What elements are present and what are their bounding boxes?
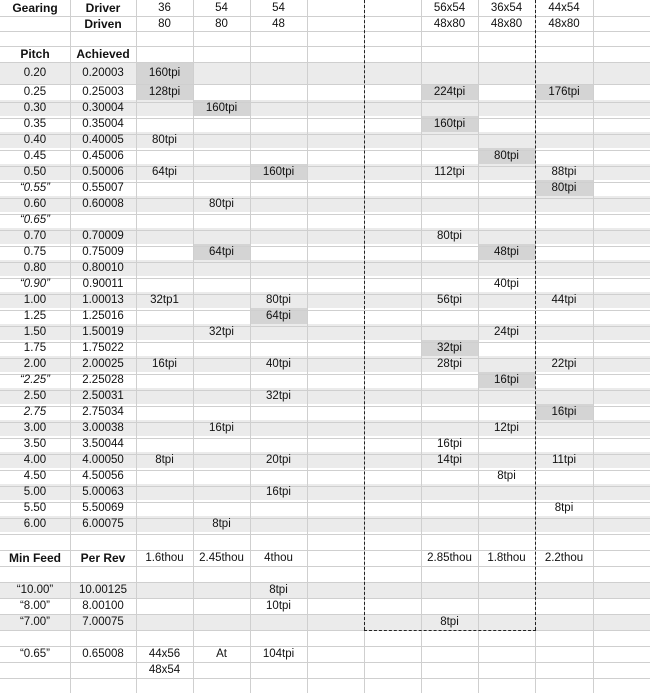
tpi-cell: 176tpi [548, 86, 580, 98]
column-gridline [307, 0, 308, 693]
achieved-cell: 0.30004 [82, 102, 124, 114]
pitch-cell: “0.90” [19, 278, 51, 290]
dashed-border-right [535, 0, 536, 630]
achieved-cell: 0.70009 [82, 230, 124, 242]
achieved-cell: 3.00038 [82, 422, 124, 434]
pitch-cell: 0.50 [23, 166, 47, 178]
achieved-cell: 10.00125 [79, 584, 127, 596]
tpi-cell: 22tpi [551, 358, 577, 370]
achieved-cell: 7.00075 [82, 616, 124, 628]
pitch-cell: 1.75 [23, 342, 47, 354]
feed-cell: 1.6thou [145, 552, 184, 564]
tpi-cell: 224tpi [433, 86, 466, 98]
pitch-cell: 1.50 [23, 326, 47, 338]
pitch-cell: “10.00” [16, 584, 54, 596]
tpi-cell: 10tpi [266, 600, 291, 612]
achieved-cell: 2.50031 [82, 390, 124, 402]
achieved-cell: 2.25028 [82, 374, 124, 386]
achieved-cell: 2.00025 [82, 358, 124, 370]
tpi-cell: 44tpi [551, 294, 577, 306]
tpi-cell: 160tpi [205, 102, 238, 114]
achieved-cell: 0.25003 [82, 86, 124, 98]
achieved-cell: 1.25016 [82, 310, 124, 322]
pitch-cell: “0.55” [19, 182, 51, 194]
tpi-cell: 24tpi [494, 326, 519, 338]
achieved-cell: 0.50006 [82, 166, 124, 178]
min-feed-label: Min Feed [8, 551, 61, 565]
tpi-cell: 14tpi [437, 454, 462, 466]
driver-gear-value: 54 [215, 2, 228, 14]
tpi-cell: 64tpi [209, 246, 234, 258]
tpi-cell: 104tpi [262, 648, 295, 660]
column-gridline [478, 0, 479, 693]
achieved-cell: 4.00050 [82, 454, 124, 466]
tpi-cell: 8tpi [554, 502, 574, 514]
pitch-cell: “0.65” [19, 214, 51, 226]
pitch-cell: 0.30 [23, 102, 47, 114]
achieved-cell: 6.00075 [82, 518, 124, 530]
achieved-cell: 0.45006 [82, 150, 124, 162]
tpi-cell: 80tpi [266, 294, 291, 306]
tpi-cell: 32tpi [266, 390, 291, 402]
pitch-cell: 2.50 [23, 390, 47, 402]
tpi-cell: 16tpi [209, 422, 234, 434]
driven-gear-value: 80 [215, 18, 228, 30]
pitch-cell: 5.50 [23, 502, 47, 514]
tpi-cell: 64tpi [266, 310, 291, 322]
row-gridline [0, 678, 650, 679]
feed-cell: 2.45thou [199, 552, 244, 564]
driver-gear-value: 36 [158, 2, 171, 14]
achieved-cell: 2.75034 [82, 406, 124, 418]
achieved-cell: 0.40005 [82, 134, 124, 146]
tpi-cell: 8tpi [440, 616, 459, 628]
pitch-cell: 1.25 [23, 310, 47, 322]
tpi-cell: 48tpi [494, 246, 519, 258]
driver-gear-value: 56x54 [433, 2, 466, 14]
gearing-label: Gearing [12, 1, 58, 15]
tpi-cell: 160tpi [148, 67, 181, 79]
tpi-cell: 16tpi [152, 358, 177, 370]
feed-cell: 2.2thou [544, 552, 584, 564]
tpi-cell: 80tpi [152, 134, 177, 146]
achieved-column-header: Achieved [76, 47, 130, 61]
feed-cell: 1.8thou [487, 552, 526, 564]
pitch-cell: “2.25” [19, 374, 51, 386]
tpi-cell: 112tpi [434, 166, 465, 178]
achieved-cell: 0.60008 [82, 198, 124, 210]
pitch-cell: 6.00 [23, 518, 47, 530]
tpi-cell: 16tpi [551, 406, 577, 418]
tpi-cell: 32tpi [437, 342, 462, 354]
tpi-cell: 20tpi [266, 454, 291, 466]
tpi-cell: 32tpi [209, 326, 234, 338]
pitch-cell: 0.70 [23, 230, 47, 242]
pitch-cell: 1.00 [23, 294, 47, 306]
achieved-cell: 0.75009 [82, 246, 124, 258]
pitch-cell: 2.00 [23, 358, 47, 370]
pitch-cell: 2.75 [23, 406, 47, 418]
feed-cell: 4thou [264, 552, 293, 564]
achieved-cell: 1.00013 [82, 294, 124, 306]
row-gridline [0, 630, 650, 631]
driven-gear-value: 80 [158, 18, 171, 30]
tpi-cell: 12tpi [494, 422, 519, 434]
pitch-cell: 0.20 [23, 67, 47, 79]
driven-label: Driven [84, 17, 122, 31]
pitch-cell: 3.50 [23, 438, 47, 450]
pitch-cell: “0.65” [19, 648, 51, 660]
driver-label: Driver [85, 1, 121, 15]
pitch-cell: 0.45 [23, 150, 47, 162]
column-gridline [136, 0, 137, 693]
tpi-cell: 56tpi [437, 294, 462, 306]
column-gridline [593, 0, 594, 693]
tpi-cell: 160tpi [433, 118, 466, 130]
pitch-cell: 0.40 [23, 134, 47, 146]
tpi-cell: 80tpi [437, 230, 462, 242]
tpi-cell: 80tpi [209, 198, 234, 210]
driven-gear-value: 48 [272, 18, 285, 30]
driver-gear-value: 44x54 [548, 2, 580, 14]
tpi-cell: 160tpi [262, 166, 295, 178]
dashed-border-bottom [364, 630, 536, 631]
pitch-cell: 5.00 [23, 486, 47, 498]
driver-gear-value: 36x54 [490, 2, 523, 14]
tpi-cell: 32tp1 [150, 294, 179, 306]
dashed-border-left [364, 0, 365, 630]
per-rev-label: Per Rev [80, 551, 126, 565]
tpi-cell: 44x56 [148, 648, 181, 660]
tpi-cell: At [216, 648, 227, 660]
special-second-line: 48x54 [148, 664, 181, 676]
driven-gear-value: 48x80 [433, 18, 466, 30]
achieved-cell: 5.00063 [82, 486, 124, 498]
achieved-cell: 0.55007 [82, 182, 124, 194]
tpi-cell: 16tpi [266, 486, 291, 498]
row-gridline [0, 534, 650, 535]
pitch-cell: 0.35 [23, 118, 47, 130]
achieved-cell: 8.00100 [82, 600, 124, 612]
driven-gear-value: 48x80 [548, 18, 580, 30]
tpi-cell: 80tpi [494, 150, 519, 162]
achieved-cell: 4.50056 [82, 470, 124, 482]
driven-gear-value: 48x80 [490, 18, 523, 30]
pitch-cell: 4.00 [23, 454, 47, 466]
achieved-cell: 0.35004 [82, 118, 124, 130]
achieved-cell: 3.50044 [82, 438, 124, 450]
driver-gear-value: 54 [272, 2, 285, 14]
tpi-cell: 11tpi [551, 454, 577, 466]
tpi-cell: 8tpi [212, 518, 231, 530]
achieved-cell: 0.80010 [82, 262, 124, 274]
tpi-cell: 40tpi [494, 278, 519, 290]
row-gridline [0, 566, 650, 567]
pitch-cell: “8.00” [19, 600, 51, 612]
tpi-cell: 28tpi [437, 358, 462, 370]
pitch-cell: 4.50 [23, 470, 47, 482]
tpi-cell: 88tpi [551, 166, 577, 178]
pitch-cell: “7.00” [19, 616, 51, 628]
pitch-cell: 0.75 [23, 246, 47, 258]
pitch-cell: 3.00 [23, 422, 47, 434]
achieved-cell: 1.75022 [82, 342, 124, 354]
tpi-cell: 16tpi [437, 438, 462, 450]
row-gridline [0, 662, 650, 663]
achieved-cell [70, 212, 136, 228]
achieved-cell: 0.65008 [82, 648, 124, 660]
tpi-cell: 8tpi [269, 584, 288, 596]
pitch-cell: 0.60 [23, 198, 47, 210]
tpi-cell: 64tpi [152, 166, 177, 178]
achieved-cell: 0.20003 [82, 67, 124, 79]
tpi-cell: 80tpi [551, 182, 577, 194]
feed-cell: 2.85thou [427, 552, 472, 564]
achieved-cell: 5.50069 [82, 502, 124, 514]
pitch-column-header: Pitch [20, 47, 50, 61]
tpi-cell: 40tpi [266, 358, 291, 370]
tpi-cell: 8tpi [497, 470, 516, 482]
achieved-cell: 1.50019 [82, 326, 124, 338]
pitch-cell: 0.25 [23, 86, 47, 98]
achieved-cell: 0.90011 [82, 278, 124, 290]
tpi-cell: 16tpi [494, 374, 519, 386]
tpi-cell: 128tpi [148, 86, 181, 98]
tpi-cell: 8tpi [155, 454, 174, 466]
pitch-cell: 0.80 [23, 262, 47, 274]
